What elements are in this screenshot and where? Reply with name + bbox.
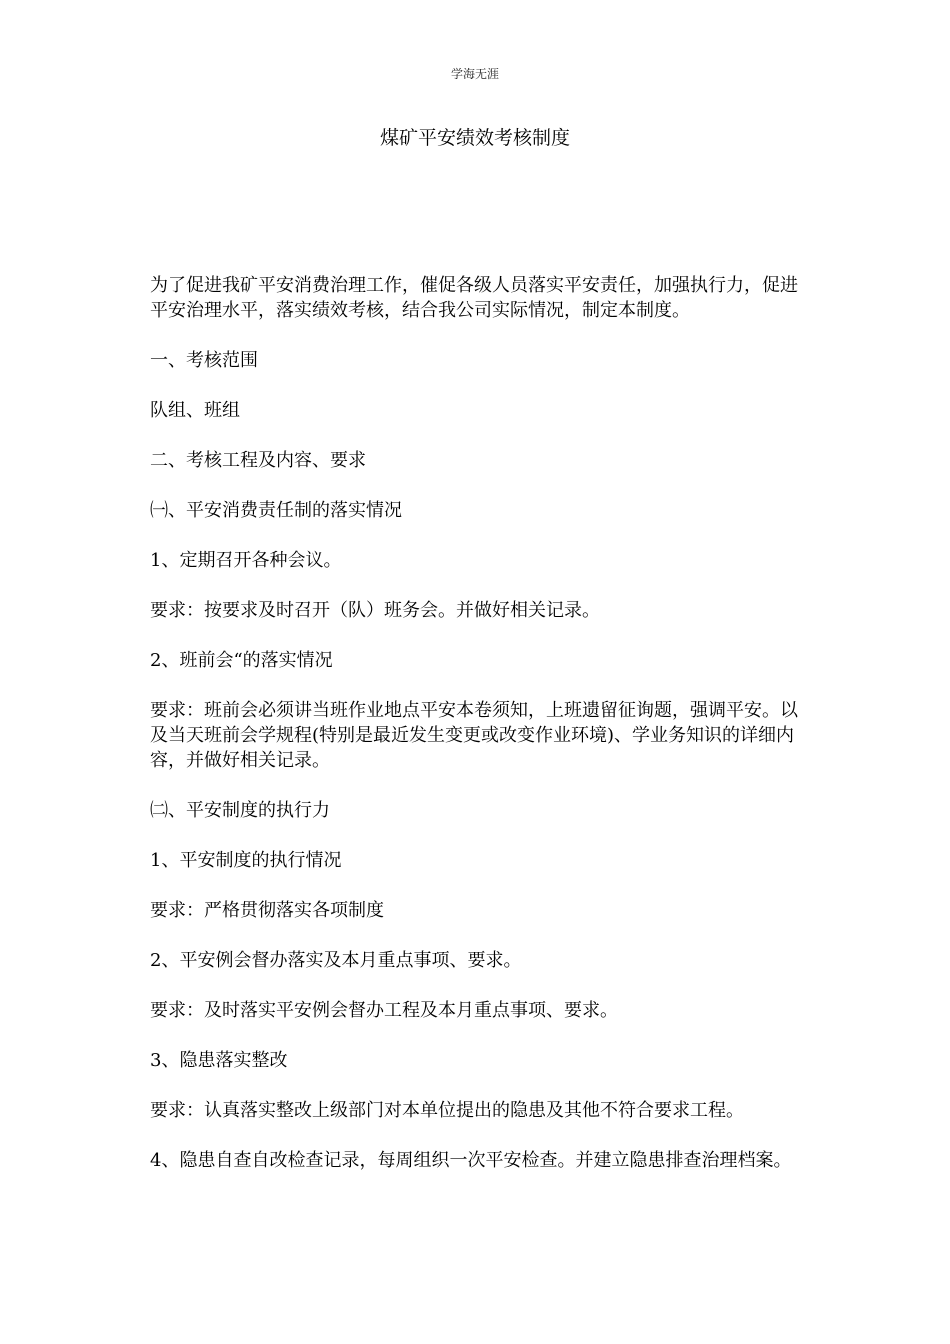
list-item: 4、隐患自查自改检查记录，每周组织一次平安检查。并建立隐患排查治理档案。 bbox=[150, 1150, 792, 1171]
requirement-paragraph: 要求：及时落实平安例会督办工程及本月重点事项、要求。 bbox=[150, 1000, 618, 1021]
requirement-paragraph: 要求：严格贯彻落实各项制度 bbox=[150, 900, 384, 921]
document-body bbox=[150, 273, 800, 1173]
paragraph: 队组、班组 bbox=[150, 400, 240, 421]
list-item: 3、隐患落实整改 bbox=[150, 1050, 288, 1071]
section-heading-items: 二、考核工程及内容、要求 bbox=[150, 450, 366, 471]
subsection-heading: ㈡、平安制度的执行力 bbox=[150, 800, 330, 821]
list-item: 1、定期召开各种会议。 bbox=[150, 550, 342, 571]
list-item: 2、平安例会督办落实及本月重点事项、要求。 bbox=[150, 950, 522, 971]
document-title: 煤矿平安绩效考核制度 bbox=[379, 127, 570, 149]
page-header: 学海无涯 bbox=[450, 67, 499, 81]
requirement-paragraph: 要求：班前会必须讲当班作业地点平安本卷须知，上班遗留征询题，强调平安。以及当天班前会学规程(特别是最近发生变更或改变作业环境)、学业务知识的详细内容，并做好相关记录。 bbox=[150, 700, 798, 771]
subsection-heading: ㈠、平安消费责任制的落实情况 bbox=[150, 500, 402, 521]
requirement-paragraph: 要求：按要求及时召开（队）班务会。并做好相关记录。 bbox=[150, 600, 600, 621]
intro-paragraph: 为了促进我矿平安消费治理工作，催促各级人员落实平安责任，加强执行力，促进平安治理水平，落实绩效考核，结合我公司实际情况，制定本制度。 bbox=[150, 275, 798, 321]
list-item: 2、班前会“的落实情况 bbox=[150, 650, 333, 671]
list-item: 1、平安制度的执行情况 bbox=[150, 850, 342, 871]
requirement-paragraph: 要求：认真落实整改上级部门对本单位提出的隐患及其他不符合要求工程。 bbox=[150, 1100, 744, 1121]
section-heading-scope: 一、考核范围 bbox=[150, 350, 258, 371]
